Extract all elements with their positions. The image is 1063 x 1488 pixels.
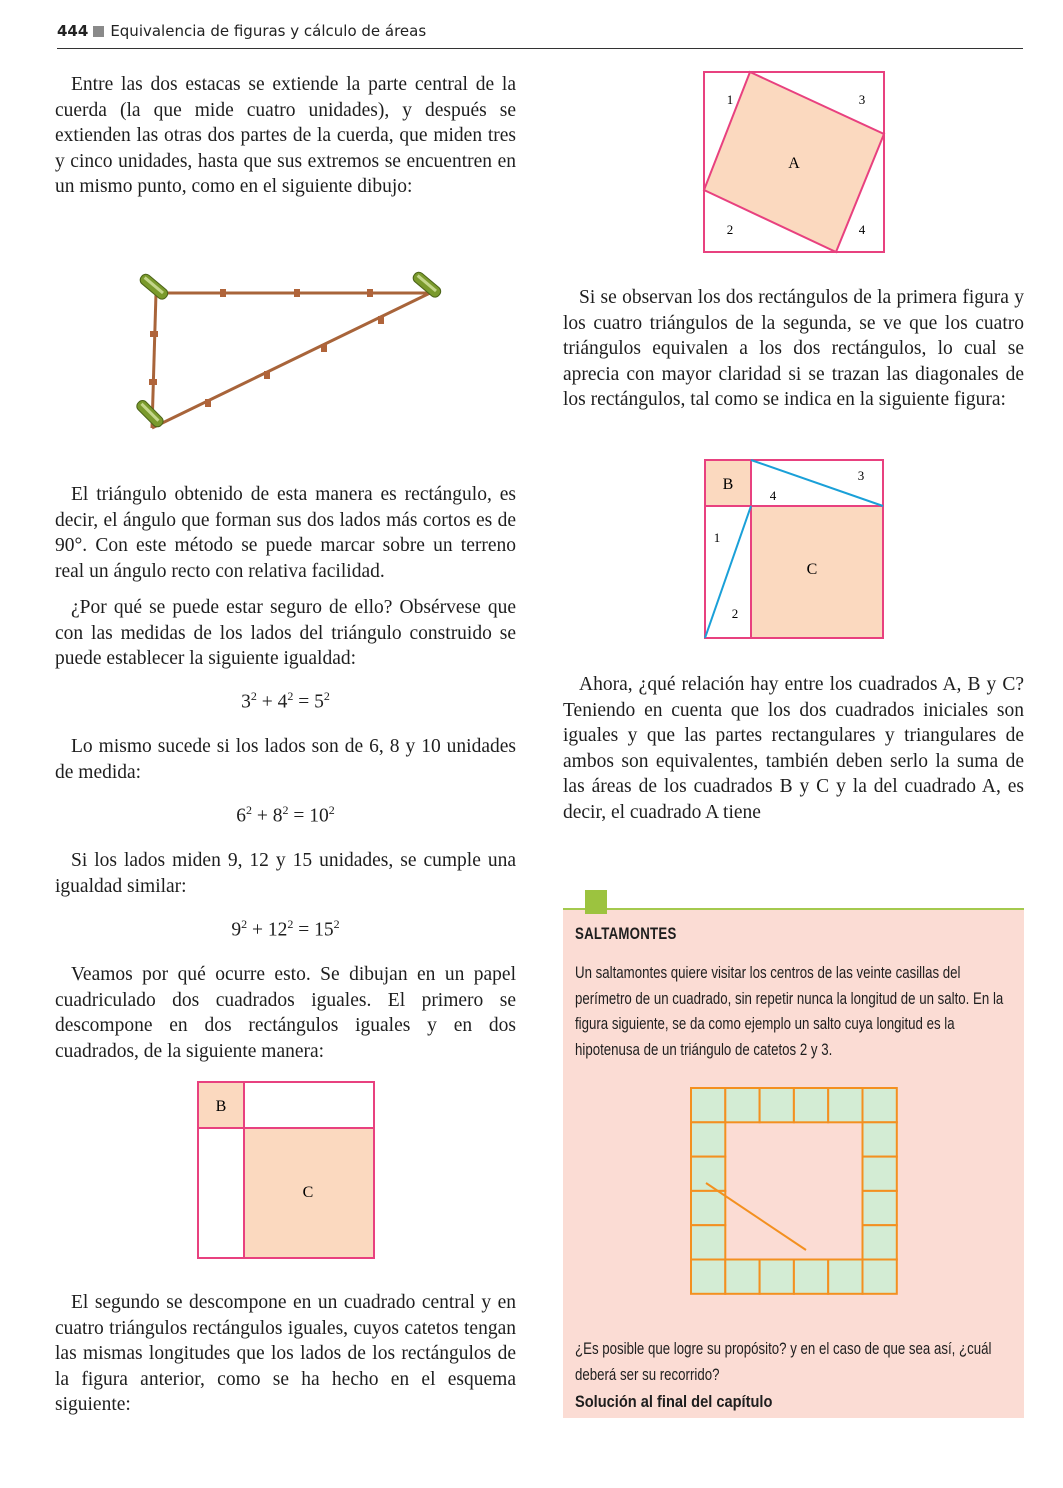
paragraph-left-6: Veamos por qué ocurre esto. Se dibujan en un papel cuadriculado dos cuadrados iguales. El primero se descompone en dos rectángulos iguales y en dos cuadrados, de la siguiente manera:: [55, 964, 516, 1062]
perimeter-cell: [725, 1260, 759, 1294]
formula-9-12-15: $9^2 + 12^2 = 15^2$: [231, 917, 340, 941]
rope-triangle-figure: [130, 268, 450, 440]
corner-4: 4: [858, 222, 866, 237]
label-c: C: [806, 561, 818, 578]
paragraph-left-5: Si los lados miden 9, 12 y 15 unidades, se cumple una igualdad similar:: [55, 850, 516, 897]
perimeter-cell: [760, 1088, 794, 1122]
perimeter-cell: [828, 1260, 862, 1294]
perimeter-cell: [863, 1260, 897, 1294]
stake-icon-1: [138, 272, 170, 301]
label-c: C: [302, 1184, 314, 1201]
perimeter-cell: [863, 1122, 897, 1156]
grasshopper-grid-figure: [689, 1086, 899, 1298]
paragraph-left-1: Entre las dos estacas se extiende la parte central de la cuerda (la que mide cuatro unidades), y después se extienden las otras dos partes de la cuerda, que miden tres y cinco unidades, hasta que sus extremos se encuentren en un mismo punto, como en el siguiente dibujo:: [55, 74, 516, 197]
perimeter-cell: [863, 1191, 897, 1225]
perimeter-cell: [863, 1225, 897, 1259]
paragraph-right-1: Si se observan los dos rectángulos de la primera figura y los cuatro triángulos de la segunda, se ve que los cuatro triángulos equivalen a los dos rectángulos, lo cual se aprecia con mayor claridad si se trazan las diagonales de los rectángulos, tal como se indica en la siguiente figura:: [563, 287, 1024, 410]
corner-2: 2: [726, 222, 734, 237]
chapter-title: Equivalencia de figuras y cálculo de áreas: [110, 22, 427, 40]
perimeter-cell: [691, 1122, 725, 1156]
perimeter-cell: [691, 1225, 725, 1259]
paragraph-left-2: El triángulo obtenido de esta manera es rectángulo, es decir, el ángulo que forman sus dos lados más cortos es de 90°. Con este método se puede marcar sobre un terreno real un ángulo recto con relativa facilidad.: [55, 484, 516, 582]
perimeter-cell: [828, 1088, 862, 1122]
num-2: 2: [731, 606, 739, 621]
page-header: [57, 22, 1023, 49]
box-tab-icon: [585, 890, 607, 914]
num-3: 3: [857, 468, 865, 483]
num-1: 1: [713, 530, 721, 545]
perimeter-cell: [863, 1157, 897, 1191]
label-b: B: [215, 1098, 227, 1115]
stake-icon-3: [135, 398, 165, 428]
rope-segment-5: [152, 293, 430, 428]
paragraph-right-2: Ahora, ¿qué relación hay entre los cuadrados A, B y C? Teniendo en cuenta que los dos cuadrados iniciales son iguales y que las partes rectangulares y triangulares de ambos son equivalentes, también deben serlo la suma de las áreas de los cuadrados B y C y la del cuadrado A, es decir, el cuadrado A tiene: [563, 674, 1024, 823]
perimeter-cell: [760, 1260, 794, 1294]
perimeter-cell: [794, 1088, 828, 1122]
paragraph-left-7: El segundo se descompone en un cuadrado central y en cuatro triángulos rectángulos iguales, cuyos catetos tengan las mismas longitudes que los lados de los rectángulos de la figura anterior, como se ha hecho en el esquema siguiente:: [55, 1292, 516, 1415]
perimeter-cell: [691, 1191, 725, 1225]
square-bc-figure: [196, 1080, 376, 1260]
label-a: A: [788, 155, 800, 172]
paragraph-left-3: ¿Por qué se puede estar seguro de ello? Obsérvese que con las medidas de los lados del triángulo construido se puede establecer la siguiente igualdad:: [55, 597, 516, 669]
page-number: 444: [57, 22, 89, 40]
num-4: 4: [769, 488, 777, 503]
square-a-figure: [702, 70, 886, 254]
corner-3: 3: [858, 92, 866, 107]
box-solution-note: Solución al final del capítulo: [575, 1392, 773, 1411]
formula-6-8-10: $6^2 + 8^2 = 10^2$: [236, 803, 335, 827]
perimeter-cell: [691, 1157, 725, 1191]
header-square-icon: [93, 26, 104, 37]
perimeter-cell: [725, 1088, 759, 1122]
box-question: ¿Es posible que logre su propósito? y en el caso de que sea así, ¿cuál deberá ser su recorrido?: [575, 1339, 992, 1384]
diagonal-left: [705, 506, 751, 638]
corner-1: 1: [726, 92, 734, 107]
box-top-rule: [563, 908, 1024, 910]
box-text: Un saltamontes quiere visitar los centros de las veinte casillas del perímetro de un cuadrado, sin repetir nunca la longitud de un salto. En la figura siguiente, se da como ejemplo un salto cuya longitud es la hipotenusa de un triángulo de catetos 2 y 3.: [575, 963, 1004, 1059]
perimeter-cell: [691, 1088, 725, 1122]
perimeter-cell: [794, 1260, 828, 1294]
perimeter-cell: [863, 1088, 897, 1122]
diagonals-figure: [703, 458, 885, 640]
paragraph-left-4: Lo mismo sucede si los lados son de 6, 8 y 10 unidades de medida:: [55, 736, 516, 783]
perimeter-cell: [691, 1260, 725, 1294]
rope-segment-3: [152, 293, 156, 428]
formula-3-4-5: $3^2 + 4^2 = 5^2$: [241, 689, 330, 713]
box-title: SALTAMONTES: [575, 924, 677, 943]
label-b: B: [722, 476, 734, 493]
saltamontes-box: [563, 908, 1024, 1418]
